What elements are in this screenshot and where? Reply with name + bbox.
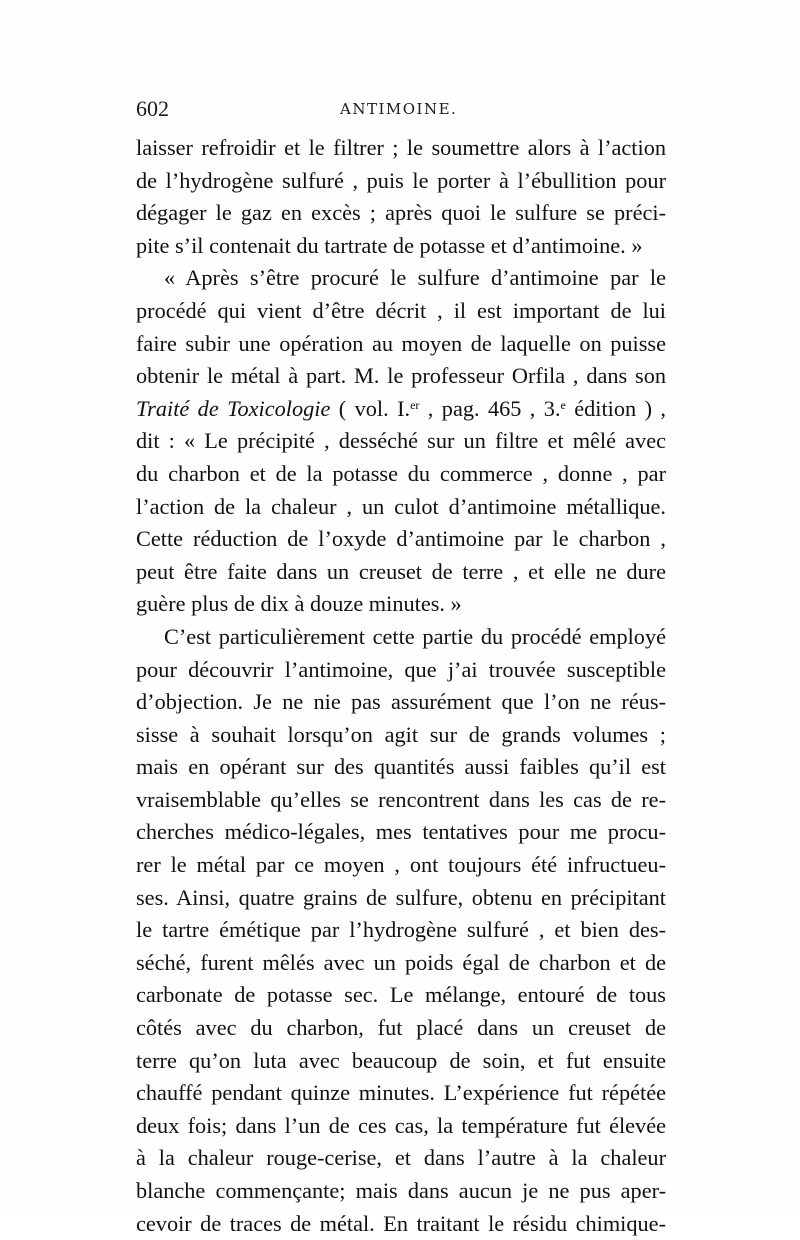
running-head (136, 96, 664, 126)
text-line: côtés avec du charbon, fut placé dans un creuset de (136, 1015, 666, 1041)
text-line: à la chaleur rouge-cerise, et dans l’autre à la chaleur (136, 1145, 666, 1171)
paragraph-start-line: C’est particulièrement cette partie du procédé employé (164, 623, 666, 649)
body-text (136, 132, 666, 1240)
text-line: cevoir de traces de métal. En traitant le résidu chimique- (136, 1210, 666, 1236)
text-line: laisser refroidir et le filtrer ; le soumettre alors à l’action (136, 135, 666, 160)
text-line: carbonate de potasse sec. Le mélange, entouré de tous (136, 982, 666, 1008)
text-line: obtenir le métal à part. M. le professeur Orfila , dans son (136, 363, 666, 389)
book-title: Traité de Toxicologie (136, 395, 331, 421)
text-line: deux fois; dans l’un de ces cas, la température fut élevée (136, 1112, 666, 1138)
text-line: vraisemblable qu’elles se rencontrent dans les cas de re- (136, 786, 666, 812)
citation-page: , pag. 465 , 3. (419, 395, 561, 421)
text-line: cherches médico-légales, mes tentatives pour me procu- (136, 819, 666, 845)
paragraph-start-line: « Après s’être procuré le sulfure d’antimoine par le (164, 265, 666, 291)
text-line: du charbon et de la potasse du commerce , donne , par (136, 460, 666, 486)
text-line: faire subir une opération au moyen de laquelle on puisse (136, 330, 666, 356)
text-line: de l’hydrogène sulfuré , puis le porter à l’ébullition pour (136, 167, 666, 193)
text-line: procédé qui vient d’être décrit , il est important de lui (136, 297, 666, 323)
text-line: séché, furent mêlés avec un poids égal de charbon et de (136, 949, 666, 975)
citation-sup-1: er (410, 397, 420, 412)
citation-sup-2: e (560, 397, 566, 412)
text-line: Cette réduction de l’oxyde d’antimoine par le charbon , (136, 526, 666, 552)
text-line: le tartre émétique par l’hydrogène sulfuré , et bien des- (136, 917, 666, 943)
citation-volume: ( vol. I. (330, 395, 411, 421)
text-line: dit : « Le précipité , desséché sur un filtre et mêlé avec (136, 428, 666, 454)
text-line: pite s’il contenait du tartrate de potasse et d’antimoine. » (136, 232, 643, 258)
citation-edition: édition ) , (565, 395, 666, 421)
text-line: peut être faite dans un creuset de terre , et elle ne dure (136, 558, 666, 584)
text-line: blanche commençante; mais dans aucun je ne pus aper- (136, 1178, 666, 1203)
text-line: terre qu’on luta avec beaucoup de soin, et fut ensuite (136, 1047, 666, 1073)
citation-line (136, 393, 666, 426)
text-line: rer le métal par ce moyen , ont toujours été infructueu- (136, 852, 666, 878)
text-line: dégager le gaz en excès ; après quoi le sulfure se préci- (136, 200, 666, 226)
section-title: ANTIMOINE. (340, 100, 458, 118)
text-line: sisse à souhait lorsqu’on agit sur de grands volumes ; (136, 721, 666, 747)
text-line: d’objection. Je ne nie pas assurément que l’on ne réus- (136, 689, 666, 715)
text-line: chauffé pendant quinze minutes. L’expérience fut répétée (136, 1080, 666, 1106)
text-line: l’action de la chaleur , un culot d’antimoine métallique. (136, 493, 666, 519)
text-line: guère plus de dix à douze minutes. » (136, 591, 462, 617)
text-line: pour découvrir l’antimoine, que j’ai trouvée susceptible (136, 656, 666, 682)
text-line: ses. Ainsi, quatre grains de sulfure, obtenu en précipitant (136, 884, 666, 910)
page-number: 602 (136, 96, 169, 121)
text-line: mais en opérant sur des quantités aussi faibles qu’il est (136, 754, 666, 780)
